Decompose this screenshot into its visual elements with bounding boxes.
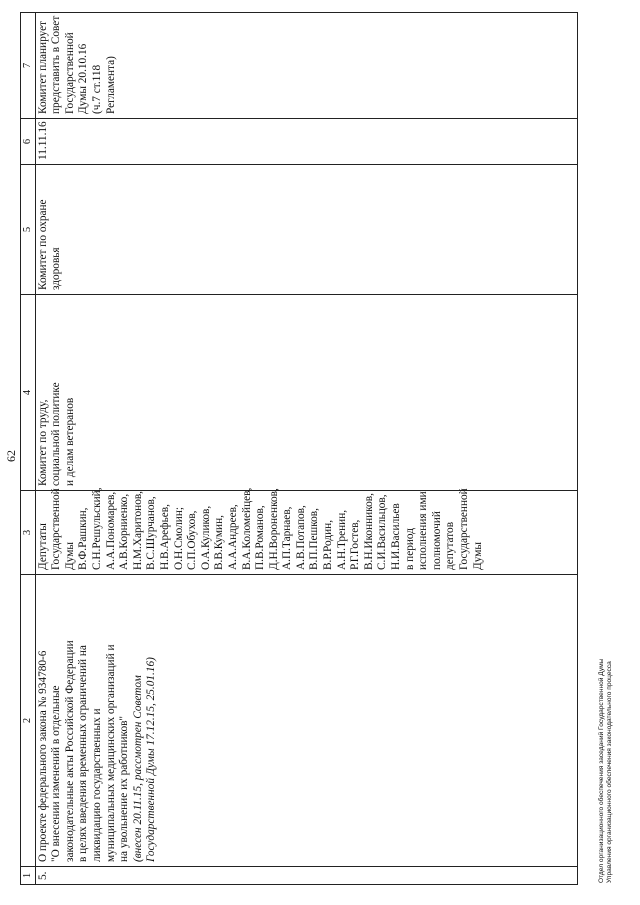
author-line: исполнения ими xyxy=(417,491,430,570)
column-number: 5 xyxy=(21,165,36,295)
author-line: В.А.Коломейцев, xyxy=(240,487,253,570)
bill-title-line: ликвидацию государственных и xyxy=(90,708,103,862)
author-line: полномочий xyxy=(430,511,443,570)
author-line: Н.В.Арефьев, xyxy=(158,504,171,570)
author-line: В.С.Шурчанов, xyxy=(145,496,158,570)
author-line: С.Н.Решульский, xyxy=(90,487,103,570)
author-line: Государственной xyxy=(458,488,470,570)
column-number: 2 xyxy=(21,575,36,867)
author-line: В.П.Пешков, xyxy=(308,508,321,570)
coexecutor-committee-line: Комитет по охране xyxy=(36,199,49,290)
author-line: Думы xyxy=(471,542,484,570)
author-line: В.Р.Родин, xyxy=(322,519,335,570)
bill-title-line: "О внесении изменений в отдельные xyxy=(50,685,63,862)
author-line: О.Н.Смолин; xyxy=(172,506,185,570)
column-number-row xyxy=(21,13,36,885)
author-line: В.Ф.Рашкин, xyxy=(77,507,90,570)
column-number: 4 xyxy=(21,295,36,491)
column-number: 7 xyxy=(21,13,36,119)
bill-note-line: Государственной Думы 17.12.15, 25.01.16) xyxy=(145,657,158,862)
author-line: О.А.Куликов, xyxy=(199,505,212,570)
plan-line: Регламента) xyxy=(104,56,117,114)
footer-note xyxy=(598,659,614,883)
author-line: А.А.Пономарев, xyxy=(104,491,117,570)
author-line: Депутаты xyxy=(36,523,49,570)
author-line: Н.М.Харитонов, xyxy=(131,490,144,570)
lead-committee-cell xyxy=(35,295,577,491)
page-number: 62 xyxy=(4,450,18,462)
column-number: 6 xyxy=(21,119,36,165)
plan-line: (ч.7 ст.118 xyxy=(90,64,103,114)
bill-title-line: О проекте федерального закона № 934780-6 xyxy=(36,650,49,862)
plan-line: представить в Совет xyxy=(50,15,63,114)
bill-title-line: на увольнение их работников" xyxy=(118,715,131,862)
bill-title-cell xyxy=(35,575,577,867)
lead-committee-line: социальной политике xyxy=(50,382,63,486)
author-line: А.А.Андреев, xyxy=(226,504,239,570)
footer-line: Отдел организационного обеспечения заседаний Государственной Думы xyxy=(598,658,605,883)
plan-line: Государственной xyxy=(63,32,76,114)
table-row xyxy=(35,13,577,885)
plan-cell xyxy=(35,13,577,119)
bill-title-line: законодательные акты Российской Федерации xyxy=(63,640,76,862)
author-line: А.В.Потапов, xyxy=(294,505,307,570)
author-line: С.П.Обухов, xyxy=(186,510,199,570)
bill-title-line: в целях введения временных ограничений на xyxy=(77,645,90,862)
footer-line: Управления организационного обеспечения законодательного процесса xyxy=(606,661,613,883)
lead-committee-line: Комитет по труду, xyxy=(36,399,49,486)
bill-title-line: муниципальных медицинских организаций и xyxy=(104,644,117,862)
author-line: Н.И.Васильев xyxy=(390,503,403,570)
lead-committee-line: и делам ветеранов xyxy=(63,397,76,486)
author-line: С.И.Васильцов, xyxy=(376,494,389,570)
plan-line: Комитет планирует xyxy=(36,20,49,114)
author-line: Государственной xyxy=(50,488,63,570)
plan-line: Думы 20.10.16 xyxy=(77,43,90,114)
agenda-table xyxy=(20,12,578,885)
author-line: депутатов xyxy=(444,521,457,570)
author-line: Р.Г.Гостев, xyxy=(349,519,362,570)
author-line: Д.Н.Вороненков, xyxy=(267,488,280,570)
bill-note-line: (внесен 20.11.15, рассмотрен Советом xyxy=(131,675,144,862)
author-line: Думы xyxy=(63,542,76,570)
coexecutor-committee-cell xyxy=(35,165,577,295)
author-line: В.Н.Иконников, xyxy=(362,493,375,570)
author-line: А.П.Тарнаев, xyxy=(281,506,294,570)
author-line: П.В.Романов, xyxy=(254,505,267,570)
coexecutor-committee-line: здоровья xyxy=(50,247,63,290)
author-line: в период xyxy=(403,528,416,570)
date-cell: 11.11.16 xyxy=(35,119,577,165)
authors-cell xyxy=(35,487,577,575)
author-line: В.В.Кумин, xyxy=(213,515,226,570)
author-line: А.В.Корниенко, xyxy=(118,493,131,570)
author-line: А.Н.Тренин, xyxy=(335,509,348,570)
column-number: 1 xyxy=(21,867,36,885)
row-number: 5. xyxy=(35,867,577,885)
column-number: 3 xyxy=(21,491,36,575)
